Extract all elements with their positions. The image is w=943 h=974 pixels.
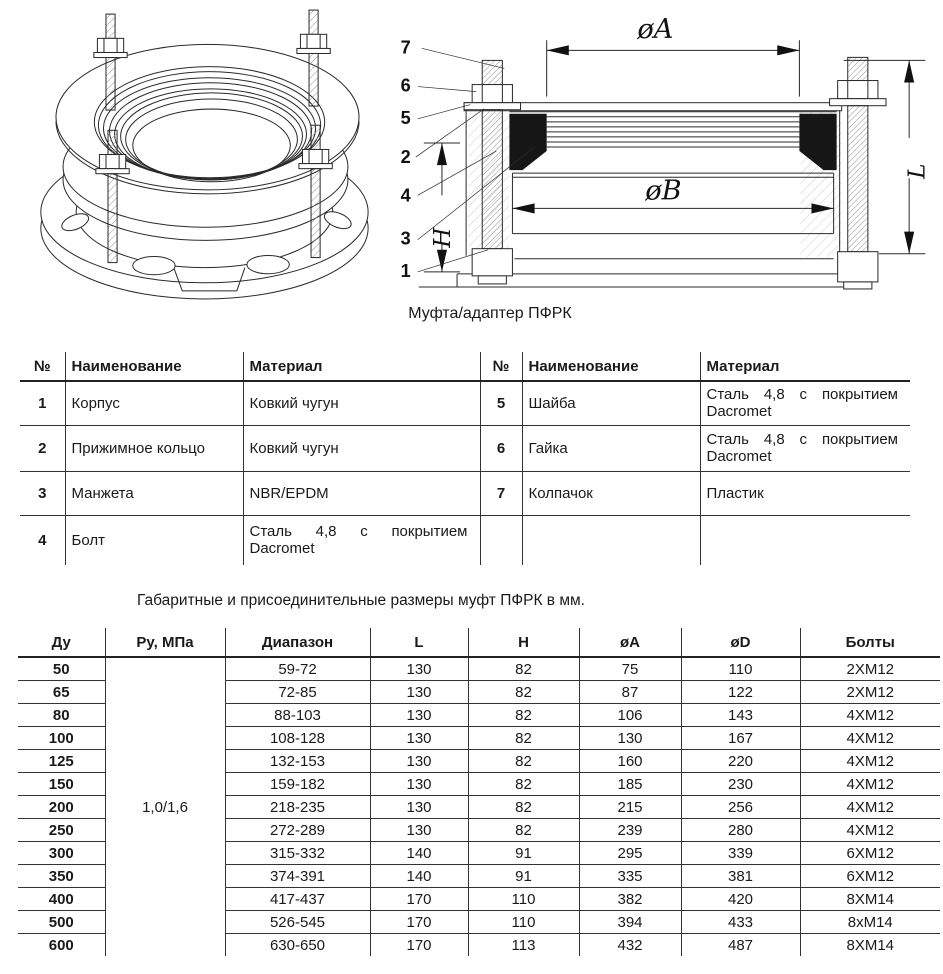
table-cell: 6ХМ12 (800, 865, 940, 888)
table-cell: 394 (579, 911, 681, 934)
table-cell: 432 (579, 934, 681, 957)
table-cell: NBR/EPDM (243, 471, 480, 515)
table-cell: 2ХМ12 (800, 681, 940, 704)
table-cell: 82 (468, 750, 579, 773)
bolt-hole (247, 256, 289, 274)
dimensions-table-title: Габаритные и присоединительные размеры муфт ПФРК в мм. (137, 592, 585, 609)
table-cell: 140 (370, 842, 468, 865)
table-cell: 82 (468, 657, 579, 681)
table-cell: 295 (579, 842, 681, 865)
table-cell: 59-72 (225, 657, 370, 681)
bolt-shaft (482, 110, 502, 249)
col-header-H: H (468, 628, 579, 657)
col-header-dA: øA (579, 628, 681, 657)
table-cell: 4ХМ12 (800, 773, 940, 796)
table-cell: Ковкий чугун (243, 381, 480, 425)
callout-2: 2 (400, 147, 411, 168)
table-cell: 4ХМ12 (800, 704, 940, 727)
table-cell: 250 (18, 819, 105, 842)
table-cell: 433 (681, 911, 800, 934)
table-cell (522, 515, 700, 565)
table-cell: 143 (681, 704, 800, 727)
table-cell: 160 (579, 750, 681, 773)
table-row (20, 515, 910, 565)
washer (830, 99, 886, 106)
table-cell: 8ХМ14 (846, 936, 895, 954)
table-cell: 8ХМ14 (800, 888, 940, 911)
table-cell: 132-153 (225, 750, 370, 773)
table-cell: 130 (370, 704, 468, 727)
table-cell: 100 (18, 727, 105, 750)
col-header-pressure: Ру, МПа (105, 628, 225, 657)
table-cell: 4ХМ12 (800, 819, 940, 842)
table-cell: 110 (468, 911, 579, 934)
dim-label-L: L (904, 163, 931, 179)
table-cell: 130 (370, 657, 468, 681)
col-header-L: L (370, 628, 468, 657)
table-cell: Ковкий чугун (243, 425, 480, 471)
table-cell: 82 (468, 819, 579, 842)
table-cell (480, 515, 522, 565)
col-header-material: Материал (700, 352, 910, 381)
table-cell: 170 (370, 934, 468, 957)
table-cell: 280 (681, 819, 800, 842)
table-cell: 8хМ14 (800, 911, 940, 934)
table-cell: 5 (480, 381, 522, 425)
col-header-material: Материал (243, 352, 480, 381)
callout-6: 6 (400, 75, 411, 96)
table-cell: 272-289 (225, 819, 370, 842)
callout-3: 3 (400, 228, 411, 249)
table-cell: 130 (370, 773, 468, 796)
table-cell: 159-182 (225, 773, 370, 796)
table-cell: 113 (468, 934, 579, 957)
table-cell: 167 (681, 727, 800, 750)
parts-table (20, 352, 910, 565)
table-cell: 200 (18, 796, 105, 819)
table-cell: 7 (480, 471, 522, 515)
table-cell: 88-103 (225, 704, 370, 727)
table-cell (700, 515, 910, 565)
table-cell: 215 (579, 796, 681, 819)
table-cell: 381 (681, 865, 800, 888)
table-cell: 91 (468, 865, 579, 888)
table-row (20, 425, 910, 471)
callout-5: 5 (400, 107, 411, 128)
table-cell: 4ХМ12 (800, 796, 940, 819)
table-cell: 2ХМ12 (800, 657, 940, 681)
table-cell: 82 (468, 704, 579, 727)
table-cell: 130 (579, 727, 681, 750)
table-cell: 130 (370, 819, 468, 842)
table-cell: 130 (370, 681, 468, 704)
col-header-num: № (480, 352, 522, 381)
table-cell: 218-235 (225, 796, 370, 819)
table-cell: 4ХМ12 (800, 750, 940, 773)
drawing-caption: Муфта/адаптер ПФРК (408, 305, 572, 322)
table-cell: 110 (681, 657, 800, 681)
table-cell: 6ХМ12 (800, 842, 940, 865)
table-cell: 122 (681, 681, 800, 704)
table-cell: Прижимное кольцо (65, 425, 243, 471)
table-cell: 130 (370, 750, 468, 773)
table-cell: 339 (681, 842, 800, 865)
table-cell: 420 (681, 888, 800, 911)
bolt-shaft (848, 106, 868, 252)
table-cell: 630-650 (225, 934, 370, 957)
parts-header-row (20, 352, 910, 381)
table-cell: 87 (579, 681, 681, 704)
table-cell: 82 (468, 773, 579, 796)
pressure-cell: 1,0/1,6 (105, 657, 225, 956)
bolt-hole (133, 257, 175, 275)
table-cell: 65 (18, 681, 105, 704)
table-cell: Шайба (522, 381, 700, 425)
table-cell: 1 (20, 381, 65, 425)
table-cell: 600 (18, 934, 105, 957)
table-cell: 75 (579, 657, 681, 681)
table-cell: 130 (370, 727, 468, 750)
col-header-du: Ду (18, 628, 105, 657)
table-cell: Колпачок (522, 471, 700, 515)
col-header-range: Диапазон (225, 628, 370, 657)
table-cell: 82 (468, 796, 579, 819)
gasket-left (509, 114, 546, 170)
table-cell: Сталь 4,8 с покрытием Dacromet (700, 425, 910, 471)
table-cell: Болт (65, 515, 243, 565)
dim-label-B: øB (645, 175, 682, 207)
nut (838, 81, 878, 99)
table-cell: 125 (18, 750, 105, 773)
table-cell: 487 (681, 934, 800, 957)
table-cell: 6 (480, 425, 522, 471)
table-cell: 256 (681, 796, 800, 819)
table-cell: 110 (468, 888, 579, 911)
table-cell: 170 (370, 888, 468, 911)
table-cell: 4ХМ12 (800, 727, 940, 750)
table-cell: 140 (370, 865, 468, 888)
table-cell: Сталь 4,8 с покрытием Dacromet (243, 515, 480, 565)
table-cell: 400 (18, 888, 105, 911)
table-cell: 170 (370, 911, 468, 934)
table-cell: 50 (18, 657, 105, 681)
isometric-drawing (22, 4, 392, 302)
col-header-dD: øD (681, 628, 800, 657)
table-cell: 2 (20, 425, 65, 471)
table-cell: Корпус (65, 381, 243, 425)
table-cell: Манжета (65, 471, 243, 515)
table-cell: 82 (468, 681, 579, 704)
table-cell: 91 (468, 842, 579, 865)
col-header-name: Наименование (522, 352, 700, 381)
nut (472, 85, 512, 103)
table-cell: 4 (20, 515, 65, 565)
table-cell: 300 (18, 842, 105, 865)
col-header-num: № (20, 352, 65, 381)
table-row (20, 471, 910, 515)
table-cell: 335 (579, 865, 681, 888)
table-cell: 417-437 (225, 888, 370, 911)
table-cell: 350 (18, 865, 105, 888)
table-cell: 3 (20, 471, 65, 515)
table-cell: 526-545 (225, 911, 370, 934)
col-header-bolts: Болты (800, 628, 940, 657)
table-cell: Сталь 4,8 с покрытием Dacromet (700, 381, 910, 425)
table-cell: 106 (579, 704, 681, 727)
table-cell: 108-128 (225, 727, 370, 750)
table-cell: 82 (468, 727, 579, 750)
dim-label-A: øA (637, 14, 674, 46)
table-cell: Пластик (700, 471, 910, 515)
table-cell: Гайка (522, 425, 700, 471)
table-cell: 150 (18, 773, 105, 796)
callout-1: 1 (400, 260, 411, 281)
table-cell: 500 (18, 911, 105, 934)
table-cell: 374-391 (225, 865, 370, 888)
table-cell: 72-85 (225, 681, 370, 704)
table-cell: 239 (579, 819, 681, 842)
callout-4: 4 (400, 185, 411, 206)
table-cell: 220 (681, 750, 800, 773)
section-drawing (393, 2, 943, 294)
table-cell: 185 (579, 773, 681, 796)
table-cell: 130 (370, 796, 468, 819)
dimensions-table (18, 628, 940, 956)
table-cell: 80 (18, 704, 105, 727)
table-row (18, 657, 940, 681)
col-header-name: Наименование (65, 352, 243, 381)
dim-label-H: H (430, 227, 457, 248)
table-row (20, 381, 910, 425)
table-cell: 382 (579, 888, 681, 911)
callout-7: 7 (400, 37, 411, 58)
dims-header-row (18, 628, 940, 657)
washer (464, 103, 520, 110)
table-cell: 230 (681, 773, 800, 796)
table-cell: 315-332 (225, 842, 370, 865)
